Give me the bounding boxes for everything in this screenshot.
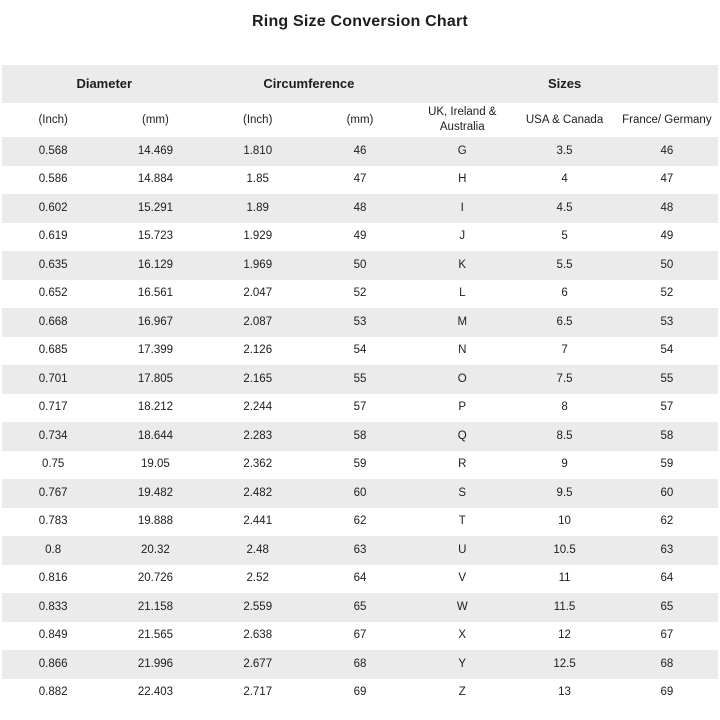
- table-cell: 18.644: [137, 429, 174, 442]
- table-cell: 2.677: [243, 657, 273, 670]
- table-row: [2, 337, 718, 366]
- table-cell: 59: [353, 458, 367, 471]
- table-cell: 69: [660, 686, 674, 699]
- table-cell: 15.723: [137, 230, 174, 243]
- table-cell: 52: [660, 287, 674, 300]
- table-cell: 64: [353, 572, 367, 585]
- ring-size-conversion-table: [2, 65, 718, 707]
- group-header-circumference: Circumference: [263, 75, 355, 91]
- table-cell: 14.884: [137, 173, 174, 186]
- table-cell: N: [458, 344, 467, 357]
- table-cell: 2.717: [243, 686, 273, 699]
- table-row: [2, 593, 718, 622]
- table-cell: 16.129: [137, 258, 174, 271]
- table-cell: 1.969: [243, 258, 273, 271]
- table-cell: 46: [353, 144, 367, 157]
- table-cell: 53: [660, 315, 674, 328]
- column-header-row: [2, 103, 718, 137]
- table-cell: 2.52: [246, 572, 269, 585]
- table-cell: S: [458, 486, 467, 499]
- table-cell: 10.5: [553, 543, 576, 556]
- table-row: [2, 479, 718, 508]
- table-cell: 54: [660, 344, 674, 357]
- table-cell: U: [458, 543, 467, 556]
- table-cell: 17.805: [137, 372, 174, 385]
- table-cell: 2.087: [243, 315, 273, 328]
- table-cell: 55: [660, 372, 674, 385]
- table-cell: 1.929: [243, 230, 273, 243]
- table-cell: 2.126: [243, 344, 273, 357]
- table-cell: 0.668: [38, 315, 68, 328]
- table-cell: 57: [660, 401, 674, 414]
- table-cell: 0.833: [38, 600, 68, 613]
- table-cell: 2.362: [243, 458, 273, 471]
- table-cell: 6: [561, 287, 568, 300]
- table-cell: 22.403: [137, 686, 174, 699]
- table-cell: 62: [353, 515, 367, 528]
- table-cell: 9: [561, 458, 568, 471]
- table-cell: 47: [660, 173, 674, 186]
- table-row: [2, 394, 718, 423]
- table-row: [2, 650, 718, 679]
- table-cell: J: [459, 230, 466, 243]
- table-cell: 57: [353, 401, 367, 414]
- table-cell: 0.685: [38, 344, 68, 357]
- table-header: [2, 65, 718, 137]
- table-cell: 2.559: [243, 600, 273, 613]
- table-cell: 0.849: [38, 629, 68, 642]
- table-cell: I: [460, 201, 464, 214]
- table-row: [2, 223, 718, 252]
- table-cell: 1.89: [246, 201, 269, 214]
- table-cell: 19.482: [137, 486, 174, 499]
- table-cell: Z: [458, 686, 466, 699]
- table-cell: X: [458, 629, 467, 642]
- table-cell: 9.5: [556, 486, 573, 499]
- table-cell: 2.283: [243, 429, 273, 442]
- table-cell: 19.05: [141, 458, 170, 471]
- table-cell: 65: [353, 600, 367, 613]
- table-cell: T: [458, 515, 466, 528]
- table-cell: 2.48: [246, 543, 269, 556]
- table-cell: V: [458, 572, 467, 585]
- column-header-circumference-mm: (mm): [346, 113, 374, 126]
- table-cell: 62: [660, 515, 674, 528]
- table-cell: 49: [353, 230, 367, 243]
- table-cell: 0.619: [38, 230, 68, 243]
- table-row: [2, 194, 718, 223]
- table-cell: 63: [660, 543, 674, 556]
- table-row: [2, 308, 718, 337]
- group-header-sizes: Sizes: [547, 75, 582, 91]
- table-cell: 68: [660, 657, 674, 670]
- table-cell: 65: [660, 600, 674, 613]
- table-row: [2, 622, 718, 651]
- table-cell: R: [458, 458, 467, 471]
- table-cell: 14.469: [137, 144, 174, 157]
- table-row: [2, 166, 718, 195]
- table-cell: 17.399: [137, 344, 174, 357]
- table-cell: 21.565: [137, 629, 174, 642]
- table-cell: O: [457, 372, 467, 385]
- table-cell: 2.047: [243, 287, 273, 300]
- table-cell: 4: [561, 173, 568, 186]
- table-cell: 7: [561, 344, 568, 357]
- table-cell: 8: [561, 401, 568, 414]
- table-cell: P: [458, 401, 467, 414]
- table-cell: Y: [458, 657, 467, 670]
- table-row: [2, 251, 718, 280]
- column-header-uk-ireland-australia: UK, Ireland & Australia: [428, 106, 497, 133]
- table-cell: 67: [660, 629, 674, 642]
- table-cell: 10: [558, 515, 571, 528]
- table-cell: 0.652: [38, 287, 68, 300]
- table-cell: 3.5: [556, 144, 573, 157]
- table-cell: 68: [353, 657, 367, 670]
- table-cell: 69: [353, 686, 367, 699]
- table-cell: 55: [353, 372, 367, 385]
- table-cell: 5.5: [556, 258, 573, 271]
- table-cell: 6.5: [556, 315, 573, 328]
- column-header-usa-canada: USA & Canada: [525, 113, 604, 126]
- table-cell: 12.5: [553, 657, 576, 670]
- table-cell: 0.816: [38, 572, 68, 585]
- table-cell: 47: [353, 173, 367, 186]
- table-cell: 20.32: [141, 543, 170, 556]
- table-cell: 49: [660, 230, 674, 243]
- table-row: [2, 679, 718, 708]
- table-cell: 58: [660, 429, 674, 442]
- group-header-row: [2, 65, 718, 103]
- column-header-diameter-mm: (mm): [142, 113, 169, 126]
- table-cell: 19.888: [137, 515, 174, 528]
- table-cell: 48: [353, 201, 367, 214]
- table-row: [2, 280, 718, 309]
- table-cell: 18.212: [137, 401, 174, 414]
- table-cell: 4.5: [556, 201, 573, 214]
- column-header-circumference-inch: (Inch): [243, 113, 273, 126]
- table-cell: 60: [353, 486, 367, 499]
- table-cell: 63: [353, 543, 367, 556]
- table-cell: 13: [558, 686, 571, 699]
- table-row: [2, 137, 718, 166]
- table-row: [2, 365, 718, 394]
- table-cell: 2.441: [243, 515, 273, 528]
- table-row: [2, 508, 718, 537]
- table-cell: 11.5: [553, 600, 576, 613]
- table-cell: 0.783: [38, 515, 68, 528]
- table-cell: 16.561: [137, 287, 174, 300]
- table-cell: L: [459, 287, 466, 300]
- table-cell: 0.568: [38, 144, 68, 157]
- table-cell: 0.866: [38, 657, 68, 670]
- table-cell: M: [457, 315, 468, 328]
- table-cell: 53: [353, 315, 367, 328]
- table-cell: 0.602: [38, 201, 68, 214]
- table-cell: H: [458, 173, 467, 186]
- column-header-france-germany: France/ Germany: [622, 113, 712, 126]
- table-cell: 11: [558, 572, 571, 585]
- table-cell: 0.882: [38, 686, 68, 699]
- table-cell: 0.75: [41, 458, 65, 471]
- table-cell: 67: [353, 629, 367, 642]
- table-cell: 2.638: [243, 629, 273, 642]
- table-cell: 8.5: [556, 429, 573, 442]
- table-cell: 50: [353, 258, 367, 271]
- table-cell: W: [456, 600, 468, 613]
- table-cell: 7.5: [556, 372, 573, 385]
- table-cell: 12: [558, 629, 571, 642]
- table-cell: 54: [353, 344, 367, 357]
- table-cell: 0.635: [38, 258, 68, 271]
- table-cell: 16.967: [137, 315, 174, 328]
- table-cell: 0.767: [38, 486, 68, 499]
- table-cell: 2.482: [243, 486, 273, 499]
- table-cell: 5: [561, 230, 568, 243]
- table-cell: 60: [660, 486, 674, 499]
- table-cell: 58: [353, 429, 367, 442]
- table-row: [2, 565, 718, 594]
- table-cell: G: [457, 144, 467, 157]
- table-cell: 48: [660, 201, 674, 214]
- table-row: [2, 536, 718, 565]
- table-cell: 1.85: [246, 173, 269, 186]
- table-cell: 0.734: [38, 429, 68, 442]
- table-cell: 21.158: [137, 600, 174, 613]
- table-cell: 46: [660, 144, 674, 157]
- table-cell: 0.8: [45, 543, 62, 556]
- table-cell: 21.996: [137, 657, 174, 670]
- table-cell: K: [458, 258, 467, 271]
- table-cell: 15.291: [137, 201, 174, 214]
- table-row: [2, 451, 718, 480]
- table-cell: 0.586: [38, 173, 68, 186]
- table-cell: 59: [660, 458, 674, 471]
- table-cell: 1.810: [243, 144, 273, 157]
- table-cell: Q: [457, 429, 467, 442]
- table-body: [2, 137, 718, 707]
- table-cell: 52: [353, 287, 367, 300]
- table-cell: 64: [660, 572, 674, 585]
- table-cell: 2.165: [243, 372, 273, 385]
- table-cell: 2.244: [243, 401, 273, 414]
- table-row: [2, 422, 718, 451]
- table-cell: 50: [660, 258, 674, 271]
- column-header-diameter-inch: (Inch): [38, 113, 68, 126]
- page-title: Ring Size Conversion Chart: [252, 13, 468, 30]
- table-cell: 20.726: [137, 572, 174, 585]
- table-cell: 0.717: [38, 401, 68, 414]
- table-cell: 0.701: [38, 372, 68, 385]
- group-header-diameter: Diameter: [76, 75, 133, 91]
